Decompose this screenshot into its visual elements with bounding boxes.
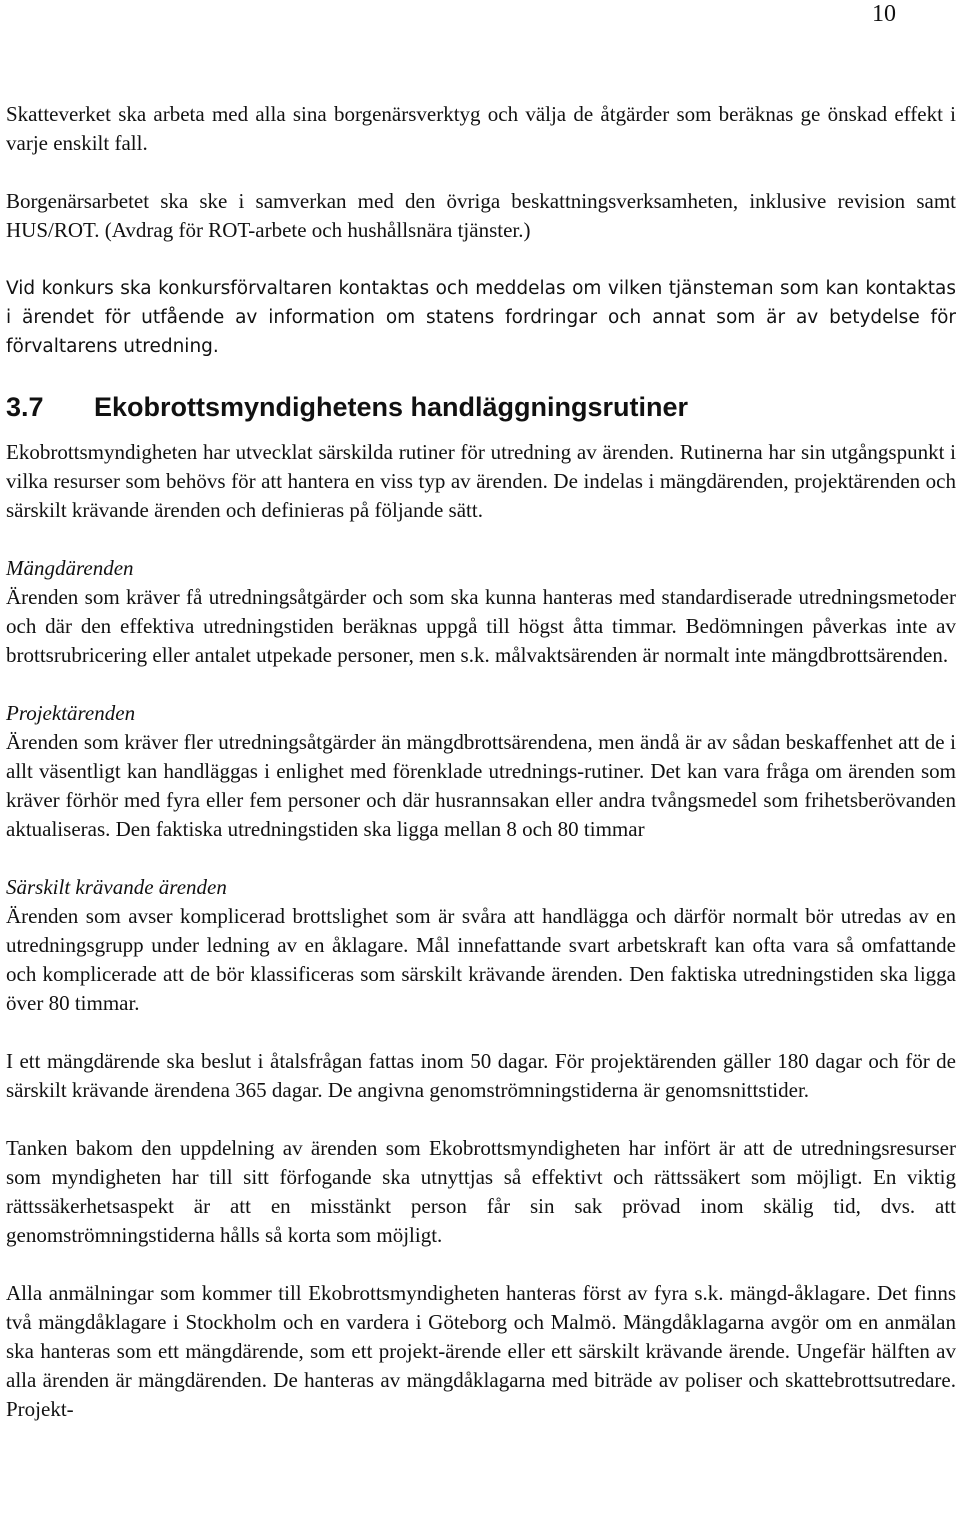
subheading-sarskilt-kravande: Särskilt krävande ärenden (6, 875, 227, 899)
subheading-mangdarenden: Mängdärenden (6, 556, 134, 580)
section-heading (6, 390, 956, 424)
section-number: 3.7 (6, 392, 44, 422)
paragraph-anmalningar: Alla anmälningar som kommer till Ekobrottsmyndigheten hanteras först av fyra s.k. mängd-åklagare. Det finns två mängdåklagare i Stockholm och en vardera i Göteborg och Malmö. Mängdåklagarna avgör om en anmälan ska hanteras som ett mängdärende, som ett projekt-ärende eller ett särskilt krävande ärende. Ungefär hälften av alla ärenden är mängdärenden. De hanteras av mängdåklagarna med biträde av poliser och skattebrottsutredare. Projekt- (6, 1281, 956, 1421)
subheading-projektarenden: Projektärenden (6, 701, 136, 725)
paragraph-borgenarsarbete: Borgenärsarbetet ska ske i samverkan med den övriga beskattningsverksamheten, inklusive revision samt HUS/ROT. (Avdrag för ROT-arbete och hushållsnära tjänster.) (6, 189, 956, 242)
page-number: 10 (872, 1, 896, 27)
paragraph-skatteverket: Skatteverket ska arbeta med alla sina borgenärsverktyg och välja de åtgärder som beräknas ge önskad effekt i varje enskilt fall. (6, 102, 956, 155)
section-title: Ekobrottsmyndighetens handläggningsrutiner (94, 392, 689, 422)
paragraph-projektarenden: Ärenden som kräver fler utredningsåtgärder än mängdbrottsärendena, men ändå är av sådan beskaffenhet att de i allt väsentligt kan handläggas i enlighet med förenklade utrednings-rutiner. Det kan vara fråga om ärenden som kräver förhör med fyra eller fem personer och där husrannsakan eller andra tvångsmedel som frihetsberövanden aktualiseras. Den faktiska utredningstiden ska ligga mellan 8 och 80 timmar (6, 730, 956, 841)
document-body (6, 100, 956, 1424)
paragraph-tanken: Tanken bakom den uppdelning av ärenden som Ekobrottsmyndigheten har infört är att de utredningsresurser som myndigheten har till sitt förfogande ska utnyttjas så effektivt och rättssäkert som möjligt. En viktig rättssäkerhetsaspekt är att en misstänkt person får sin sak prövad inom skälig tid, dvs. att genomströmningstiderna hålls så korta som möjligt. (6, 1136, 956, 1247)
paragraph-mangdarenden: Ärenden som kräver få utredningsåtgärder och som ska kunna hanteras med standardiserade utredningsmetoder och där den effektiva utredningstiden beräknas uppgå till högst åtta timmar. Bedömningen påverkas inte av brottsrubricering eller antalet utpekade personer, men s.k. målvaktsärenden är normalt inte mängdbrottsärenden. (6, 585, 956, 667)
paragraph-genomstromning: I ett mängdärende ska beslut i åtalsfrågan fattas inom 50 dagar. För projektärenden gäller 180 dagar och för de särskilt krävande ärendena 365 dagar. De angivna genomströmningstiderna är genomsnittstider. (6, 1049, 956, 1102)
paragraph-sarskilt-kravande: Ärenden som avser komplicerad brottslighet som är svåra att handlägga och därför normalt bör utredas av en utredningsgrupp under ledning av en åklagare. Mål innefattande svart arbetskraft kan ofta vara så omfattande och komplicerade att de bör klassificeras som särskilt krävande ärenden. Den faktiska utredningstiden ska ligga över 80 timmar. (6, 904, 956, 1015)
paragraph-konkurs: Vid konkurs ska konkursförvaltaren kontaktas och meddelas om vilken tjänsteman som kan kontaktas i ärendet för utfående av information om statens fordringar och annat som är av betydelse för förvaltarens utredning. (6, 278, 956, 357)
paragraph-intro: Ekobrottsmyndigheten har utvecklat särskilda rutiner för utredning av ärenden. Rutinerna har sin utgångspunkt i vilka resurser som behövs för att hantera en viss typ av ärenden. De indelas i mängdärenden, projektärenden och särskilt krävande ärenden och definieras på följande sätt. (6, 440, 956, 522)
